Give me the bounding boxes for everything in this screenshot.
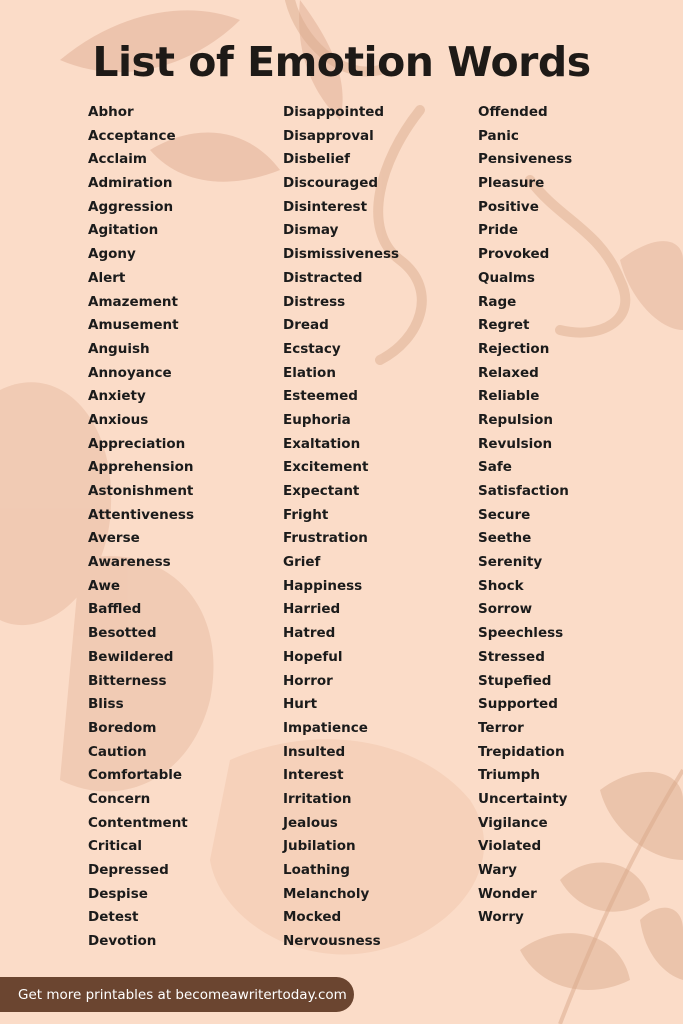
emotion-word: Annoyance (88, 364, 172, 381)
emotion-word: Esteemed (283, 388, 358, 405)
emotion-word: Grief (283, 554, 321, 571)
emotion-word: Provoked (478, 246, 550, 263)
emotion-word: Panic (478, 127, 519, 144)
emotion-word: Anguish (88, 340, 150, 357)
emotion-word: Rejection (478, 340, 550, 357)
emotion-word: Jealous (283, 814, 338, 831)
emotion-word: Melancholy (283, 885, 370, 902)
emotion-word: Stressed (478, 648, 545, 665)
emotion-word: Anxiety (88, 388, 146, 405)
emotion-word: Rage (478, 293, 517, 310)
emotion-word: Regret (478, 317, 530, 334)
emotion-word: Serenity (478, 554, 543, 571)
emotion-word: Anxious (88, 411, 149, 428)
emotion-word: Aggression (88, 198, 174, 215)
emotion-word: Nervousness (283, 933, 381, 950)
emotion-word: Satisfaction (478, 483, 569, 499)
emotion-word: Dread (283, 317, 329, 334)
emotion-word: Terror (478, 719, 524, 736)
emotion-word: Frustration (283, 530, 368, 547)
emotion-word: Vigilance (478, 814, 548, 831)
emotion-word: Loathing (283, 862, 350, 878)
emotion-word: Euphoria (283, 411, 351, 428)
emotion-word: Hopeful (283, 648, 343, 665)
emotion-word: Averse (88, 530, 140, 547)
emotion-word: Happiness (283, 577, 363, 594)
emotion-word: Dismay (283, 222, 339, 239)
emotion-word: Relaxed (478, 364, 539, 381)
emotion-word: Mocked (283, 909, 342, 926)
emotion-word: Worry (478, 909, 524, 926)
emotion-word: Positive (478, 198, 539, 215)
emotion-word: Speechless (478, 625, 564, 642)
emotion-word: Repulsion (478, 411, 554, 428)
emotion-word: Horror (283, 672, 333, 689)
emotion-word: Reliable (478, 388, 540, 405)
emotion-word: Excitement (283, 459, 369, 476)
emotion-word: Admiration (88, 175, 173, 192)
emotion-word: Comfortable (88, 767, 183, 784)
emotion-word: Seethe (478, 530, 532, 547)
emotion-word: Hurt (283, 696, 318, 713)
footer-link-text[interactable]: Get more printables at becomeawritertoday.com (18, 986, 347, 1003)
emotion-word: Violated (478, 838, 542, 855)
emotion-word: Uncertainty (478, 790, 568, 807)
emotion-word: Critical (88, 838, 143, 855)
emotion-word: Amusement (88, 317, 179, 334)
emotion-word: Awareness (88, 554, 171, 571)
emotion-word: Sorrow (478, 601, 533, 618)
emotion-word: Astonishment (88, 483, 194, 499)
emotion-word: Distracted (283, 269, 363, 286)
emotion-word: Secure (478, 506, 531, 523)
emotion-word: Impatience (283, 719, 368, 736)
emotion-word: Apprehension (88, 459, 194, 476)
emotion-word: Bewildered (88, 648, 174, 665)
emotion-word: Agitation (88, 222, 159, 239)
leaf-decoration-right (620, 241, 683, 330)
emotion-word: Irritation (283, 790, 352, 807)
emotion-word: Amazement (88, 293, 178, 310)
emotion-list-column-2 (283, 101, 399, 954)
emotion-word: Dismissiveness (283, 246, 400, 263)
emotion-word: Safe (478, 459, 512, 476)
emotion-word: Disappointed (283, 104, 385, 120)
emotion-word: Pensiveness (478, 151, 573, 168)
emotion-word: Devotion (88, 933, 157, 950)
emotion-list-column-3 (478, 101, 572, 930)
emotion-word: Alert (88, 269, 126, 286)
footer-banner[interactable] (0, 977, 354, 1012)
emotion-word: Interest (283, 767, 344, 784)
emotion-word: Supported (478, 696, 558, 713)
emotion-word: Detest (88, 909, 139, 926)
emotion-word: Caution (88, 743, 147, 760)
emotion-word: Depressed (88, 862, 169, 878)
emotion-word: Contentment (88, 814, 188, 831)
emotion-word: Disinterest (283, 198, 368, 215)
emotion-word: Pride (478, 222, 518, 239)
emotion-word: Exaltation (283, 435, 361, 452)
emotion-word: Triumph (478, 767, 540, 784)
emotion-word: Trepidation (478, 743, 565, 760)
emotion-word: Besotted (88, 625, 157, 642)
emotion-word: Harried (283, 601, 341, 618)
emotion-word: Elation (283, 364, 336, 381)
emotion-word: Distress (283, 293, 346, 310)
emotion-word: Disapproval (283, 127, 374, 144)
emotion-word: Abhor (88, 104, 134, 120)
emotion-word: Offended (478, 104, 548, 120)
emotion-word: Insulted (283, 743, 346, 760)
emotion-word: Stupefied (478, 672, 552, 689)
emotion-word: Qualms (478, 269, 535, 286)
emotion-word: Discouraged (283, 175, 379, 192)
emotion-word: Agony (88, 246, 136, 263)
emotion-word: Awe (88, 577, 121, 594)
emotion-word: Appreciation (88, 435, 186, 452)
emotion-word: Attentiveness (88, 506, 194, 523)
emotion-word: Hatred (283, 625, 336, 642)
emotion-word: Bitterness (88, 672, 167, 689)
emotion-word: Jubilation (283, 838, 356, 855)
emotion-word: Fright (283, 506, 329, 523)
emotion-word: Acclaim (88, 151, 147, 168)
emotion-word: Wonder (478, 885, 537, 902)
emotion-word: Boredom (88, 719, 157, 736)
emotion-word: Bliss (88, 696, 124, 713)
emotion-word: Pleasure (478, 175, 545, 192)
emotion-word: Concern (88, 790, 151, 807)
emotion-word: Revulsion (478, 435, 553, 452)
emotion-word: Ecstacy (283, 340, 341, 357)
emotion-word: Acceptance (88, 127, 176, 144)
emotion-word: Wary (478, 862, 517, 878)
page-title: List of Emotion Words (92, 38, 591, 86)
emotion-word: Baffled (88, 601, 142, 618)
emotion-word: Despise (88, 885, 148, 902)
emotion-word: Shock (478, 577, 524, 594)
emotion-list-column-1 (88, 101, 194, 954)
emotion-word: Expectant (283, 483, 360, 499)
emotion-word: Disbelief (283, 151, 350, 168)
